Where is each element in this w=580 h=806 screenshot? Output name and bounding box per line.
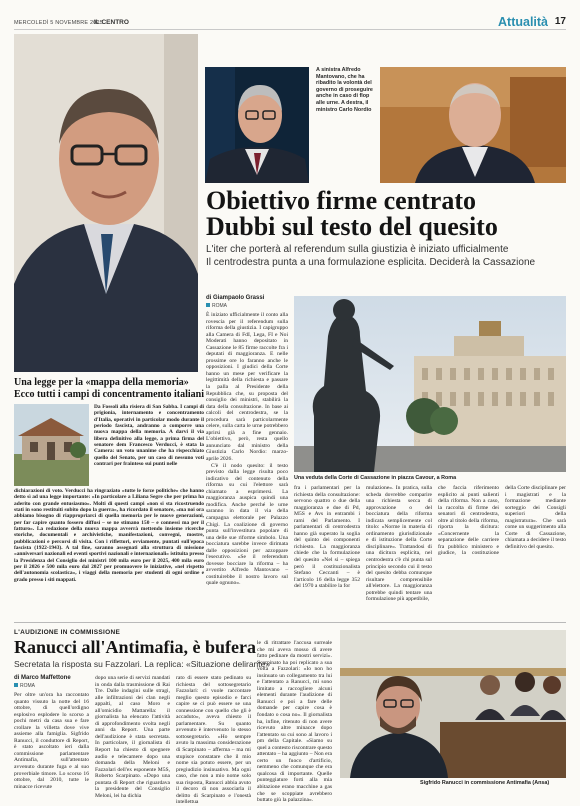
page-header xyxy=(14,14,566,30)
sidebar-title-line-1: Una legge per la «mappa della memoria» xyxy=(14,377,189,388)
bottom-dateline xyxy=(14,683,35,689)
camp-building-photo xyxy=(14,404,89,486)
bottom-kicker: L'AUDIZIONE IN COMMISSIONE xyxy=(14,629,121,636)
bottom-subhead: Secretata la risposta su Fazzolari. La replica: «Situazione delirante» xyxy=(14,659,271,669)
top-headline-line-2: Dubbi sul testo del quesito xyxy=(206,212,498,241)
top-article-column-2: fra i parlamentari per la richiesta della consultazione: servono quattro o due della maggioranza e due di Pd, M5S e Avs in entrambi i rami del Parlamento. I parlamentari di centrodestra hanno già superato la soglia del quinto dei componenti richiesto. La maggioranza chiede che la formulazione del quesito «Nel sì – spiega però il costituzionalista Stefano Ceccanti – è l'articolo 16 della legge 352 del 1970 a stabilire la for xyxy=(294,485,360,590)
top-headline-line-1: Obiettivo firme centrato xyxy=(206,186,477,215)
bottom-headline: Ranucci all'Antimafia, è bufera xyxy=(14,637,256,657)
top-article-paragraph-2: C'è il nodo quesito: il testo previsto dalla legge risulta poco indicativo del contenuto della riforma su cui l'elettore sarà chiamato a esprimersi. La maggioranza auspica quindi una modifica. Anche perché le urne saranno in data il via della campagna elettorale per Palazzo Chigi. La coalizione di governo punta sull'investitura popolare di una delle sue riforme simbolo. Una bocciatura sarebbe invece dirimata dalle opposizioni per azzoppare l'esecutivo. «Se il referendum dovesse bocciare la riforma – ha avvertito Alfredo Mantovano – costituirebbe il nostro lavoro sul quale ognuno». xyxy=(206,462,288,587)
bottom-article-column-3: rato di essere stato pedinato su richiesta del sottosegretario Fazzolari: ci vuole raccontare meglio questo episodio e farci capire se ci può essere se una connessione con quello che gli è accaduto», aveva chiesto il parlamentare. Su quanto avvenuto è intervenuto lo stesso sottosegretario. «Ho sempre avuto la massima considerazione di Scarpinato – afferma – ma mi stupisce constatare che il mio nome sia potuto essere, per un pregiudizio insinuativo. Ma ogni caso, che non a mio nome solo sua risposta, Ranucci abbia avuto il decoro di non associarla il delitto di Scarpinato e l'onestà intellettua xyxy=(176,675,251,806)
section-divider xyxy=(14,622,566,623)
dateline-text: ROMA xyxy=(212,303,227,309)
top-article-paragraph-1: È iniziato ufficialmente il conto alla rovescia per il referendum sulla riforma della giustizia. I capigruppo alla Camera di FdI, Lega, FI e Noi Moderati hanno depositato in Cassazione le 85 firme raccolte fra i deputati di maggioranza. E nelle prossime ore lo faranno anche le opposizioni. I giudici della Corte hanno un mese per verificare la legittimità della richiesta e passare la palla al Presidente della Repubblica che, su proposta del consiglio dei ministri, stabilirà la data della consultazione. In base ai calcoli del centrodestra, se la procedura sarà particolarmente celere, sulla carta le urne potrebbero aprirsi già a fine gennaio. L'obiettivo, però, resta quello annunciato dal ministro della Giustizia Carlo Nordio: marzo-aprile 2026. xyxy=(206,312,288,463)
ranucci-photo-caption: Sigfrido Ranucci in commissione Antimafia (Ansa) xyxy=(420,780,550,786)
bottom-byline: di Marco Maffettone xyxy=(14,675,71,681)
header-paper: IL CENTRO xyxy=(94,19,129,26)
building-statue-photo xyxy=(294,296,566,472)
top-article-column-1 xyxy=(206,312,288,614)
top-article-column-3: mulazione». In pratica, sulla scheda dovrebbe comparire una richiesta secca di approvazione o del bocciatura della riforma indicata semplicemente col titolo: «Norme in materia di ordinamento giurisdizionale e di istituzione della Corte disciplinare». Trattandosi di una dicitura esplicita, nel centrodestra c'è chi punta sul principio secondo cui il testo del quesito debba comunque risultare comprensibile all'elettore. La maggioranza potrebbe quindi tentare una formulazione più appetibile, xyxy=(366,485,432,603)
photo-nordio xyxy=(380,67,566,183)
hearing-room-photo xyxy=(340,630,566,778)
header-section: Attualità xyxy=(498,15,548,29)
cassazione-photo-caption: Una veduta della Corte di Cassazione in piazza Cavour, a Roma xyxy=(294,475,457,481)
photo-ranucci-commissione xyxy=(340,630,566,778)
bottom-article-column-1: Per oltre un'ora ha raccontato quanto vissuto la notte del 16 ottobre, di quell'ordigno esplosivo esplodere lo scorso a pochi metri da casa sua e fare crollare la villetta dove vive assieme alla famiglia. Sigfrido Ranucci, il conduttore di Report, è stato ascoltato ieri dalla commissione parlamentare Antimafia, sull'attentato avvenuto durante fuga e al suo proverbiale timore. Lo scorso 16 ottobre, dal 2010, tutte le minacce ricevute xyxy=(14,692,89,790)
dateline-marker-icon xyxy=(206,303,210,307)
photo-mantovano-small xyxy=(205,67,309,183)
photo-corte-cassazione xyxy=(294,296,566,472)
photo-mantovano-large xyxy=(14,34,198,372)
top-byline: di Giampaolo Grassi xyxy=(206,295,265,301)
top-article-column-4: che faccia riferimento esplicito ai punti salienti della riforma. Non a caso, la raccolta di firme dei senatori di centrodestra, oltre al titolo della riforma, riporta la dicitura: «Concernente la separazione delle carriere fra pubblico ministero e giudice, la costituzione della Corte disciplinare per i magistrati e la formazione mediante sorteggio dei Consigli superiori della magistratura». Che sarà come un suggerimento alla Corte di Cassazione, chiamata a decidere il testo definitivo del quesito. xyxy=(438,485,566,557)
sidebar-body: dichiarazioni di voto. Verducci ha ringraziato «tutte le forze politiche» che hanno detto sì ad una legge importante: «In particolare a Liliana Segre che per prima ha aderito con grande entusiasmo». Molti di questi campi «non si sta ricostruendo stati in sono restituiti subito dopo la guerra», ha ricordato il senatore, «ma noi ora abbiamo bisogno di riappropriarci di quella memoria per le nuove generazioni, per far capire quanto fossero diffusi – se ne stimano 150 – e connessi ma per il fatturo». La redazione della nuova mappa avverrà mettendo insieme ricerche storiche, documentali e archivistiche, manifestazioni, convegni, mostre, pubblicazioni e percorsi di visita. Con i riflettori, ovviamente, puntati sull'epoca fascista (1922-1943). A tal fine, saranno assegnati alla struttura di missione «anniversari nazionali ed eventi sportivi nazionali e internazionali» istituita presso la Presidenza del Consiglio dei ministri 100 mila euro per il 2025, 400 mila euro per il 2026 e 500 mila euro dal 2027 per promuovere le iniziative, «nel rispetto dell'autonomia scolastica», i viaggi della memoria per studenti di ogni ordine e grado presso i siti mappati. xyxy=(14,488,204,583)
top-photo-caption: A sinistra Alfredo Mantovano, che ha ribadito la volontà del governo di proseguire anche in caso di flop alle urne. A destra, il ministro Carlo Nordio xyxy=(316,67,373,113)
top-subhead-line-2: Il centrodestra punta a una formulazione esplicita. Deciderà la Cassazione xyxy=(206,257,536,268)
header-page-number: 17 xyxy=(554,16,566,27)
portrait-man-glasses xyxy=(14,34,198,372)
top-dateline xyxy=(206,303,227,309)
bottom-dateline-text: ROMA xyxy=(20,683,35,689)
header-date: MERCOLEDÌ 5 NOVEMBRE 2025 xyxy=(14,20,104,26)
portrait-bald-man xyxy=(380,67,566,183)
photo-campo-concentramento xyxy=(14,404,89,486)
bottom-dateline-marker-icon xyxy=(14,683,18,687)
top-subhead-line-1: L'iter che porterà al referendum sulla giustizia è iniziato ufficialmente xyxy=(206,244,509,255)
portrait-man-dark-background xyxy=(205,67,309,183)
bottom-article-column-4: le di ritrattare l'accusa surreale che mi aveva mosso di avere fatto pedinare da mostri servizi». Scarpinato ha poi replicato a sua volta a Fazzolari: «Io non ho insinuato un collegamento tra lui e l'attentato a Ranucci, mi sono limitato a raccogliere alcuni elementi durante l'audizione di Ranucci e poi a fare delle domande per capire cosa è fondato o cosa no». Il giornalista ha, infine, ritenuto di non avere ricevuto altre minacce dopo l'attentato su cui sono al lavoro i pm della Capitale. «Siamo su quel a contesto riscontrare questo attentato – ha aggiunto – Non era certo un fuoco d'artificio, nemmeno che comunque che era qualcosa di importante. Quelle punteggiature forti alla mia abitazione erano macchine a gas che se scoppiate avrebbero buttato giù la palazzina». xyxy=(257,640,332,804)
bottom-article-column-2: dopo una serie di servizi mandati in onda dalla trasmissione di Rai Tre. Dalle indagini sulle stragi, alle infiltrazioni dei clan negli appalti, al caso Moro e all'omicidio Mattarella: il giornalista ha elencato l'attività di approfondimento svolta negli anni da Report. Una parte dell'audizione è stata secretata. In particolare, il giornalista di Report ha chiesto di spegnere audio e telecamere dopo una domanda della Meloni e Fazzolari dell'ex esponente M5S, Roberto Scarpinato. «Dopo una puntata di Report che riguardava la presidente del Consiglio Meloni, lei ha dichia xyxy=(95,675,170,799)
sidebar-lead: Da Fossoli alla risiera di San Sabba. I campi di prigionia, internamento e concentramento d'Italia, operativi in particolar modo durante il periodo fascista, andranno a comporre una nuova mappa della memoria. A darvi il via libera definitivo alla legge, a prima firma del senatore dem Francesco Verducci, è stata la Camera: un voto unanime che ha rispecchiato quello del Senato, per un caso di nessuno voti contrari per frainteso sui punti nelle xyxy=(94,404,204,468)
sidebar-title-line-2: Ecco tutti i campi di concentramento italiani xyxy=(14,389,204,400)
